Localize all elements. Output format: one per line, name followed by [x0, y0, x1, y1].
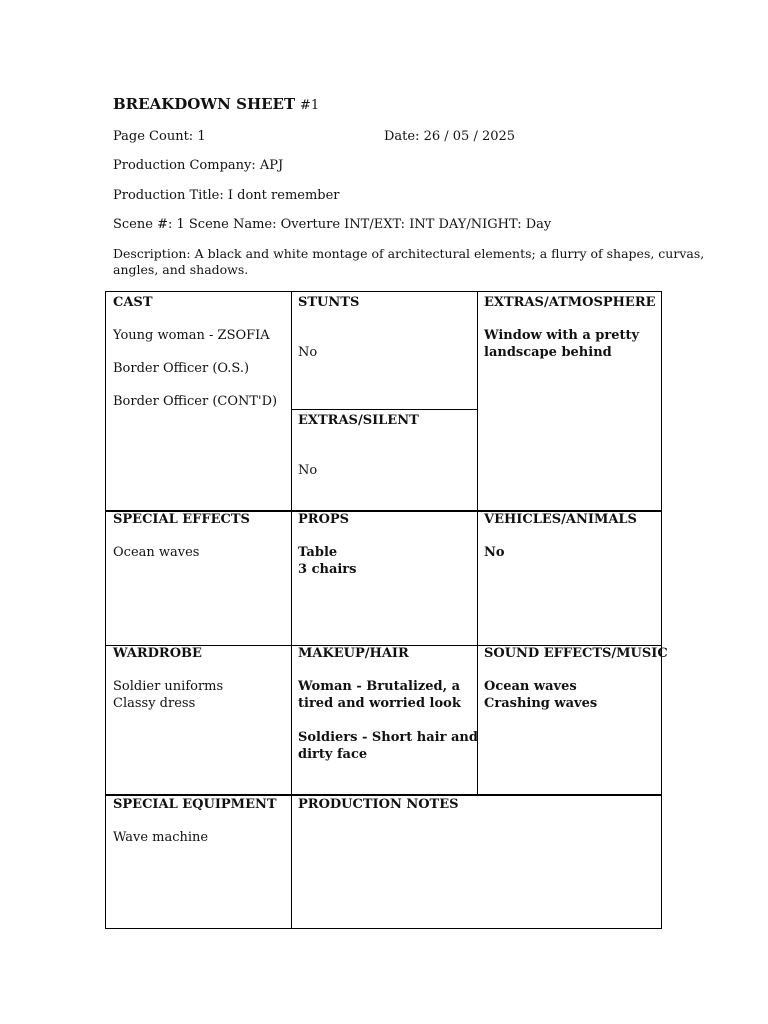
stunts-value: No [298, 345, 318, 360]
special-effects-label: SPECIAL EFFECTS [113, 512, 250, 527]
extras-atmosphere-cell [484, 294, 656, 361]
wardrobe-item: Soldier uniforms [113, 679, 224, 694]
props-item: Table [298, 545, 338, 560]
makeup-hair-line: tired and worried look [298, 696, 461, 711]
production-title: Production Title: I dont remember [113, 188, 340, 203]
production-notes-label: PRODUCTION NOTES [298, 797, 459, 812]
makeup-hair-line: dirty face [298, 747, 368, 762]
row-divider-stunts [292, 409, 477, 410]
cast-item: Border Officer (O.S.) [113, 361, 250, 376]
cast-item: Young woman - ZSOFIA [113, 328, 270, 343]
sound-effects-music-cell [484, 645, 668, 712]
props-cell [298, 511, 356, 578]
breakdown-table [105, 291, 668, 929]
extras-silent-cell [298, 412, 419, 479]
production-notes-cell [298, 796, 459, 813]
scene-info: Scene #: 1 Scene Name: Overture INT/EXT: INT DAY/NIGHT: Day [113, 217, 552, 232]
special-equipment-value: Wave machine [113, 830, 209, 845]
makeup-hair-line: Woman - Brutalized, a [298, 679, 461, 694]
extras-atmosphere-line: Window with a pretty [484, 328, 640, 343]
production-company: Production Company: APJ [113, 158, 284, 173]
special-effects-value: Ocean waves [113, 545, 200, 560]
vehicles-animals-label: VEHICLES/ANIMALS [484, 512, 637, 527]
date: Date: 26 / 05 / 2025 [384, 129, 516, 144]
description-line-2: angles, and shadows. [113, 262, 249, 277]
stunts-label: STUNTS [298, 295, 360, 310]
title-text: BREAKDOWN SHEET [113, 95, 296, 113]
extras-atmosphere-line: landscape behind [484, 345, 612, 360]
props-label: PROPS [298, 512, 350, 527]
makeup-hair-cell [298, 645, 478, 763]
vehicles-animals-cell [484, 511, 637, 561]
wardrobe-cell [113, 645, 223, 712]
cast-cell [113, 294, 277, 410]
wardrobe-label: WARDROBE [113, 646, 202, 661]
special-effects-cell [113, 511, 250, 561]
description-line-1: Description: A black and white montage of architectural elements; a flurry of shapes, curvas, [113, 246, 705, 261]
makeup-hair-line: Soldiers - Short hair and [298, 730, 478, 745]
sound-effects-music-line: Crashing waves [484, 696, 598, 711]
makeup-hair-label: MAKEUP/HAIR [298, 646, 409, 661]
col-divider-1 [291, 292, 292, 928]
props-item: 3 chairs [298, 562, 357, 577]
extras-silent-label: EXTRAS/SILENT [298, 413, 419, 428]
description [113, 246, 705, 278]
vehicles-animals-value: No [484, 545, 505, 560]
special-equipment-cell [113, 796, 277, 846]
page-count: Page Count: 1 [113, 129, 206, 144]
extras-atmosphere-label: EXTRAS/ATMOSPHERE [484, 295, 656, 310]
sheet-number: #1 [299, 98, 320, 113]
sound-effects-music-line: Ocean waves [484, 679, 577, 694]
stunts-cell [298, 294, 359, 361]
extras-silent-value: No [298, 463, 318, 478]
page-title [113, 95, 319, 115]
sound-effects-music-label: SOUND EFFECTS/MUSIC [484, 646, 668, 661]
cast-item: Border Officer (CONT'D) [113, 394, 278, 409]
special-equipment-label: SPECIAL EQUIPMENT [113, 797, 277, 812]
cast-label: CAST [113, 295, 153, 310]
wardrobe-item: Classy dress [113, 696, 196, 711]
